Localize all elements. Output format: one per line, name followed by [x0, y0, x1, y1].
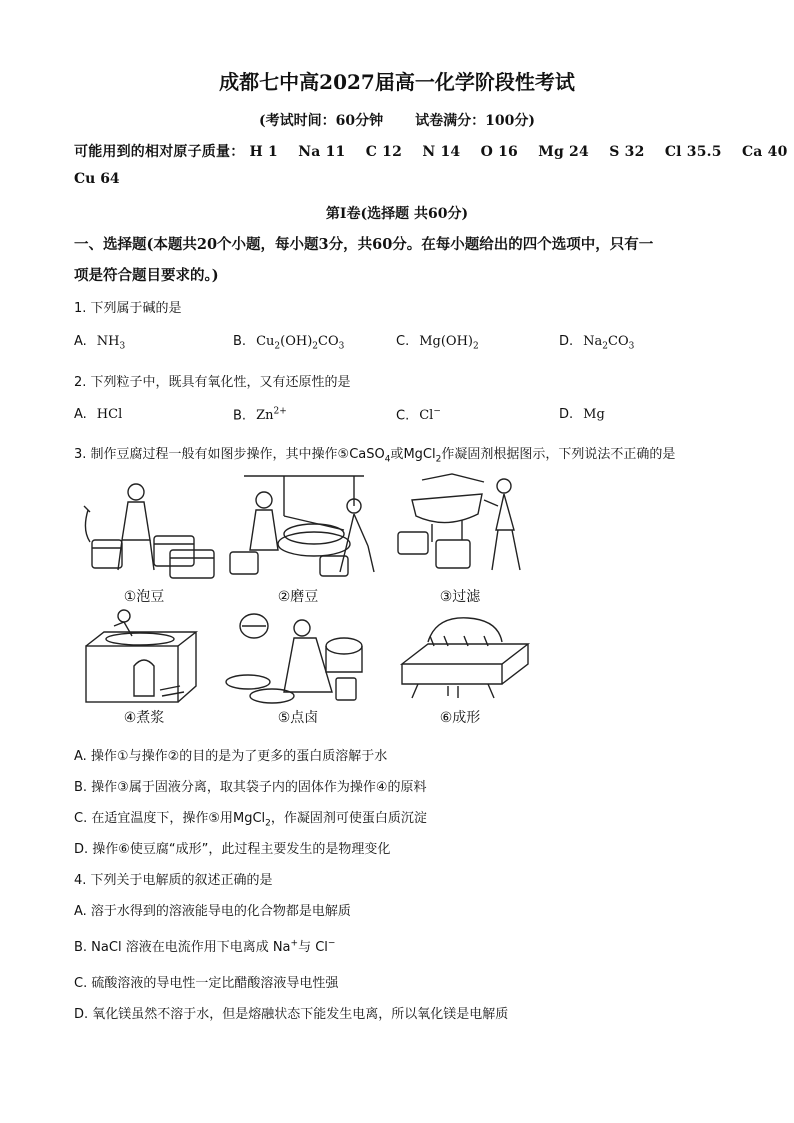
q2-option-a[interactable]: A. HCl [74, 407, 123, 422]
caption-step-1: ①泡豆 [123, 589, 165, 605]
exam-title: 成都七中高2027届高一化学阶段性考试 [219, 70, 575, 94]
q1-option-b[interactable]: B. $Cu_2(OH)_2CO_3$ [233, 334, 345, 352]
atomic-mass-c: C 12 [365, 144, 403, 160]
question-1-stem: 1. 下列属于碱的是 [74, 301, 182, 316]
q2-option-b[interactable]: B. $Zn^{2+}$ [233, 407, 287, 424]
atomic-masses-label: 可能用到的相对原子质量： [74, 144, 245, 160]
atomic-mass-na: Na 11 [298, 144, 346, 160]
atomic-mass-o: O 16 [480, 144, 518, 160]
atomic-masses-line [74, 141, 788, 161]
caption-step-2: ②磨豆 [277, 589, 319, 605]
question-2-stem: 2. 下列粒子中，既具有氧化性，又有还原性的是 [74, 375, 351, 390]
part-heading: 第Ⅰ卷(选择题 共60分) [325, 206, 469, 222]
grinding-illustration [230, 476, 374, 576]
q4-option-d[interactable]: D. 氧化镁虽然不溶于水，但是熔融状态下能发生电离，所以氧化镁是电解质 [74, 1007, 509, 1022]
q1-option-c[interactable]: C. $Mg(OH)_2$ [396, 334, 479, 352]
caption-step-6: ⑥成形 [439, 710, 481, 726]
atomic-mass-n: N 14 [422, 144, 461, 160]
section-heading-line2: 项是符合题目要求的。) [74, 267, 219, 284]
atomic-mass-s: S 32 [609, 144, 645, 160]
coagulating-illustration [226, 614, 362, 703]
atomic-mass-ca: Ca 40 [741, 144, 788, 160]
atomic-mass-cu: Cu 64 [74, 171, 120, 187]
caption-step-5: ⑤点卤 [277, 710, 319, 726]
tofu-steps-row2-figure [74, 606, 534, 710]
q3-option-a[interactable]: A. 操作①与操作②的目的是为了更多的蛋白质溶解于水 [74, 749, 388, 764]
atomic-mass-cl: Cl 35.5 [664, 144, 722, 160]
q3-option-c[interactable]: C. 在适宜温度下，操作⑤用MgCl$_2$，作凝固剂可使蛋白质沉淀 [74, 811, 427, 829]
question-3-stem: 3. 制作豆腐过程一般有如图步操作，其中操作⑤CaSO$_4$或MgCl$_2$作凝固剂根据图示，下列说法不正确的是 [74, 447, 676, 465]
exam-time: (考试时间：60分钟 [259, 113, 384, 129]
q3-option-b[interactable]: B. 操作③属于固液分离，取其袋子内的固体作为操作④的原料 [74, 780, 427, 795]
boiling-illustration [86, 610, 196, 702]
q2-option-d[interactable]: D. Mg [559, 407, 605, 422]
tofu-steps-row1-figure [74, 470, 534, 582]
q1-option-d[interactable]: D. $Na_2CO_3$ [559, 334, 635, 352]
section-heading-line1: 一、选择题(本题共20个小题，每小题3分，共60分。在每小题给出的四个选项中，只有一 [74, 236, 654, 253]
caption-step-4: ④煮浆 [123, 710, 165, 726]
atomic-mass-h: H 1 [249, 144, 278, 160]
exam-score: 试卷满分：100分) [415, 113, 535, 129]
q3-option-d[interactable]: D. 操作⑥使豆腐“成形”，此过程主要发生的是物理变化 [74, 842, 391, 857]
question-4-stem: 4. 下列关于电解质的叙述正确的是 [74, 873, 273, 888]
q2-option-c[interactable]: C. Cl− [396, 407, 441, 424]
filtering-illustration [398, 474, 520, 570]
caption-step-3: ③过滤 [439, 589, 481, 605]
atomic-mass-mg: Mg 24 [538, 144, 589, 160]
q4-option-b[interactable]: B. NaCl 溶液在电流作用下电离成 Na+与 Cl− [74, 938, 336, 955]
shaping-illustration [402, 618, 528, 698]
soaking-illustration [84, 484, 214, 578]
exam-subtitle [0, 110, 794, 130]
q4-option-c[interactable]: C. 硫酸溶液的导电性一定比醋酸溶液导电性强 [74, 976, 339, 991]
q4-option-a[interactable]: A. 溶于水得到的溶液能导电的化合物都是电解质 [74, 904, 351, 919]
q1-option-a[interactable]: A. $NH_3$ [74, 334, 126, 352]
